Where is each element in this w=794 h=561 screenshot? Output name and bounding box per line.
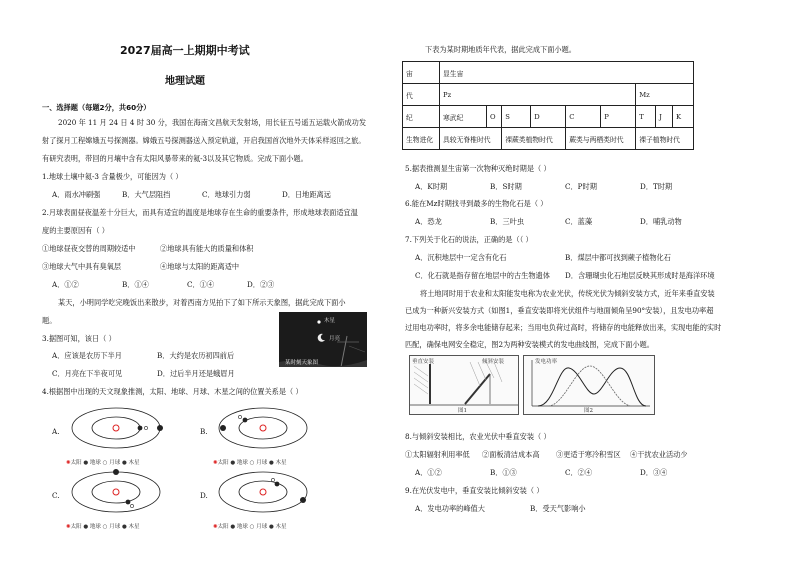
legend-sun: 太阳 <box>217 524 229 530</box>
legend-moon: 月球 <box>256 524 268 530</box>
fig1-label-tilted: 倾斜安装 <box>482 359 505 365</box>
table-row <box>403 62 694 84</box>
legend-moon: 月球 <box>109 524 121 530</box>
legend-jupiter: 木星 <box>275 460 287 466</box>
figure-2 <box>523 355 655 415</box>
q7-option-d[interactable]: D．含珊瑚虫化石地层反映其形成时是海洋环境 <box>565 271 715 280</box>
earth-icon <box>275 482 280 487</box>
earth-icon <box>243 418 248 423</box>
legend-earth: 地球 <box>236 460 248 466</box>
earth-icon <box>138 426 143 431</box>
orbit-diagram-b[interactable] <box>215 402 315 464</box>
question-2-line-2: 度的主要原因有（ ） <box>42 226 109 235</box>
jupiter-icon <box>220 425 226 431</box>
q4-legend-row-1b: ✺太阳 ● 地球 ○ 月球 ● 木星 <box>213 460 287 466</box>
table-cell: K <box>673 106 694 128</box>
q6-option-b[interactable]: B．三叶虫 <box>490 217 525 226</box>
legend-jupiter: 木星 <box>128 460 140 466</box>
exam-subject: 地理试题 <box>165 76 205 87</box>
tilted-curve <box>548 366 632 406</box>
sun-icon <box>113 489 119 495</box>
table-cell: O <box>487 106 502 128</box>
q5-option-d[interactable]: D．T时期 <box>640 182 673 191</box>
table-cell: 显生宙 <box>440 62 694 84</box>
q7-option-b[interactable]: B．煤层中都可找到蕨子植物化石 <box>565 253 671 262</box>
orbit-diagram-d[interactable] <box>215 466 315 528</box>
q4-option-d-letter[interactable]: D. <box>200 491 208 500</box>
q9-option-a[interactable]: A．发电功率的峰值大 <box>415 504 485 513</box>
q6-option-a[interactable]: A．恐龙 <box>415 217 442 226</box>
q1-option-b[interactable]: B．大气层阻挡 <box>122 190 171 199</box>
table-cell: 具较无脊椎时代 <box>440 128 502 150</box>
moon-icon <box>271 478 274 481</box>
jupiter-dot <box>317 320 320 323</box>
table-cell: S <box>502 106 531 128</box>
legend-earth: 地球 <box>89 460 101 466</box>
question-1: 1.地球土壤中氦-3 含量极少，可能因为（ ） <box>42 172 183 181</box>
legend-jupiter: 木星 <box>128 524 140 530</box>
fig2-axis-label: 发电功率 <box>535 359 558 365</box>
q2-item-4: ④地球与太阳的距离适中 <box>160 262 240 271</box>
photo-label-star: 木星 <box>324 318 336 324</box>
question-7: 7.下列关于化石的说法，正确的是（（ ） <box>405 235 533 244</box>
intro-line-3: 有研究表明，带回的月壤中含有太阳风暴带来的氦-3以及其它物质。完成下面小题。 <box>42 154 308 163</box>
q2-option-a[interactable]: A．①② <box>52 280 79 289</box>
table-cell: 纪 <box>403 106 440 128</box>
legend-sun: 太阳 <box>70 524 82 530</box>
question-2-line-1: 2.月球表面昼夜温差十分巨大，而具有适宜的温度是地球存在生命的重要条件，形成地球表面适宜温 <box>42 208 358 217</box>
q8-intro-line-4: 匹配，确保电网安全稳定，图2为两种安装模式的发电曲线图，完成下面小题。 <box>405 340 654 349</box>
q2-option-b[interactable]: B．①④ <box>122 280 149 289</box>
fig1-caption: 图1 <box>458 408 467 414</box>
photo-caption: 某时刻天象图 <box>285 360 319 366</box>
table-row <box>403 84 694 106</box>
fig1-label-vertical: 垂直安装 <box>412 359 435 365</box>
question-5: 5.据表推测显生宙第一次物种灭绝时期是（ ） <box>405 164 551 173</box>
q8-option-b[interactable]: B．①③ <box>490 468 517 477</box>
table-cell: 蕨类与两栖类时代 <box>566 128 636 150</box>
question-3: 3.据图可知，该日（ ） <box>42 334 116 343</box>
vertical-curve <box>538 368 646 406</box>
q5-option-b[interactable]: B．S时期 <box>490 182 522 191</box>
table-row <box>403 128 694 150</box>
q8-option-c[interactable]: C．②④ <box>565 468 593 477</box>
q4-option-b-letter[interactable]: B. <box>200 427 208 436</box>
section-heading: 一、选择题（每题2分，共60分） <box>42 103 151 112</box>
jupiter-icon <box>157 425 163 431</box>
q8-option-d[interactable]: D．③④ <box>640 468 668 477</box>
moon-icon <box>144 426 147 429</box>
table-cell: P <box>601 106 636 128</box>
q4-option-c-letter[interactable]: C. <box>52 491 60 500</box>
fig2-caption: 图2 <box>584 408 593 414</box>
q3-option-a[interactable]: A．应该是农历下半月 <box>52 351 122 360</box>
table-cell: 裸子植物时代 <box>636 128 694 150</box>
q1-option-a[interactable]: A．雨水冲刷强 <box>52 190 101 199</box>
orbit-diagram-a[interactable] <box>68 402 168 464</box>
table-cell: D <box>531 106 566 128</box>
table-cell: 宙 <box>403 62 440 84</box>
q6-option-c[interactable]: C．蓝藻 <box>565 217 593 226</box>
table-row <box>403 106 694 128</box>
table-cell: T <box>636 106 656 128</box>
question-4: 4.根据图中出现的天文现象推测，太阳、地球、月球、木星之间的位置关系是（ ） <box>42 387 303 396</box>
q5-option-a[interactable]: A．K时期 <box>415 182 448 191</box>
q2-option-c[interactable]: C．①④ <box>187 280 215 289</box>
table-cell: 裸蕨类植物时代 <box>502 128 566 150</box>
legend-moon: 月球 <box>256 460 268 466</box>
table-cell: Mz <box>636 84 694 106</box>
q2-item-2: ②地球具有能大的质量和体积 <box>160 244 254 253</box>
q8-item-3: ③更适于寒冷积雪区 <box>556 450 621 459</box>
jupiter-icon <box>300 497 306 503</box>
table-cell: 生物进化 <box>403 128 440 150</box>
legend-jupiter: 木星 <box>275 524 287 530</box>
q3-option-d[interactable]: D．过后半月还是蛾眉月 <box>157 369 235 378</box>
table-cell: 代 <box>403 84 440 106</box>
table-cell: C <box>566 106 601 128</box>
question-6: 6.能在Mz时期找寻到最多的生物化石是（ ） <box>405 199 548 208</box>
q2-option-d[interactable]: D．②③ <box>247 280 275 289</box>
q8-intro-line-1: 将土地同时用于农业和太阳能发电称为农业光伏，传统光伏为倾斜安装方式，近年来垂直安装 <box>420 289 715 298</box>
exam-title: 2027届高一上期期中考试 <box>120 44 250 57</box>
table-intro: 下表为某时期地质年代表，据此完成下面小题。 <box>425 45 576 54</box>
question-8: 8.与倾斜安装相比，农业光伏中垂直安装（ ） <box>405 432 551 441</box>
geologic-time-table <box>402 61 694 150</box>
q3-option-c[interactable]: C．月亮在下半夜可见 <box>52 369 123 378</box>
legend-earth: 地球 <box>236 524 248 530</box>
q8-item-2: ②面板清洁成本高 <box>482 450 540 459</box>
q5-option-c[interactable]: C．P时期 <box>565 182 597 191</box>
q8-item-1: ①太阳辐射利用率低 <box>405 450 470 459</box>
q2-item-1: ①地球昼夜交替的周期较适中 <box>42 244 136 253</box>
intro-line-2: 射了探月工程嫦娥五号探测器。嫦娥五号探测器送入预定轨道，开启我国首次地外天体采样返回之旅。 <box>42 136 366 145</box>
q3-intro-line-1: 某天，小明同学吃完晚饭出来散步，对着西南方见拍下了如下所示天象图，据此完成下面小 <box>58 298 346 307</box>
q4-option-a-letter[interactable]: A. <box>52 427 60 436</box>
moon-icon <box>238 415 241 418</box>
q4-legend-row-1: ✺太阳 ● 地球 ○ 月球 ● 木星 <box>66 460 140 466</box>
figure-1 <box>409 355 519 415</box>
q6-option-d[interactable]: D．哺乳动物 <box>640 217 682 226</box>
q9-option-b[interactable]: B．受天气影响小 <box>530 504 586 513</box>
table-cell: J <box>656 106 673 128</box>
legend-sun: 太阳 <box>217 460 229 466</box>
table-cell: 寒武纪 <box>440 106 487 128</box>
sun-icon <box>113 425 119 431</box>
q1-option-c[interactable]: C．地球引力弱 <box>202 190 251 199</box>
intro-line-1: 2020 年 11 月 24 日 4 时 30 分，我国在海南文昌航天发射场，用长征五号遥五运载火箭成功发 <box>58 118 367 127</box>
q4-legend-row-2: ✺太阳 ● 地球 ○ 月球 ● 木星 <box>66 524 140 530</box>
legend-moon: 月球 <box>109 460 121 466</box>
moon-icon <box>130 504 133 507</box>
sky-photo <box>279 312 367 367</box>
q8-intro-line-3: 过用电功率时，将多余电能储存起来；当用电负荷过高时，将储存的电能释放出来，实现电能的实时 <box>405 323 722 332</box>
legend-sun: 太阳 <box>70 460 82 466</box>
table-cell: Pz <box>440 84 636 106</box>
q7-option-a[interactable]: A．沉积地层中一定含有化石 <box>415 253 507 262</box>
q8-item-4: ④干扰农业活动少 <box>630 450 688 459</box>
q4-legend-row-2b: ✺太阳 ● 地球 ○ 月球 ● 木星 <box>213 524 287 530</box>
q8-option-a[interactable]: A．①② <box>415 468 442 477</box>
q2-item-3: ③地球大气中具有臭氧层 <box>42 262 122 271</box>
photo-label-moon: 月亮 <box>329 336 341 342</box>
jupiter-icon <box>113 469 119 475</box>
q8-intro-line-2: 已成为一种新兴安装方式（如图1，垂直安装即将光伏组件与地面倾角呈90°安装），且发电功率超 <box>405 306 714 315</box>
earth-icon <box>126 500 131 505</box>
question-9: 9.在光伏发电中，垂直安装比倾斜安装（ ） <box>405 486 544 495</box>
legend-earth: 地球 <box>89 524 101 530</box>
orbit-diagram-c[interactable] <box>68 466 168 528</box>
q3-option-b[interactable]: B．大约是农历初四前后 <box>157 351 235 360</box>
q1-option-d[interactable]: D．日地距离远 <box>282 190 331 199</box>
sun-icon <box>260 489 266 495</box>
sun-icon <box>260 425 266 431</box>
q7-option-c[interactable]: C．化石就是指存留在地层中的古生物遗体 <box>415 271 550 280</box>
q3-intro-line-2: 题。 <box>42 316 57 325</box>
